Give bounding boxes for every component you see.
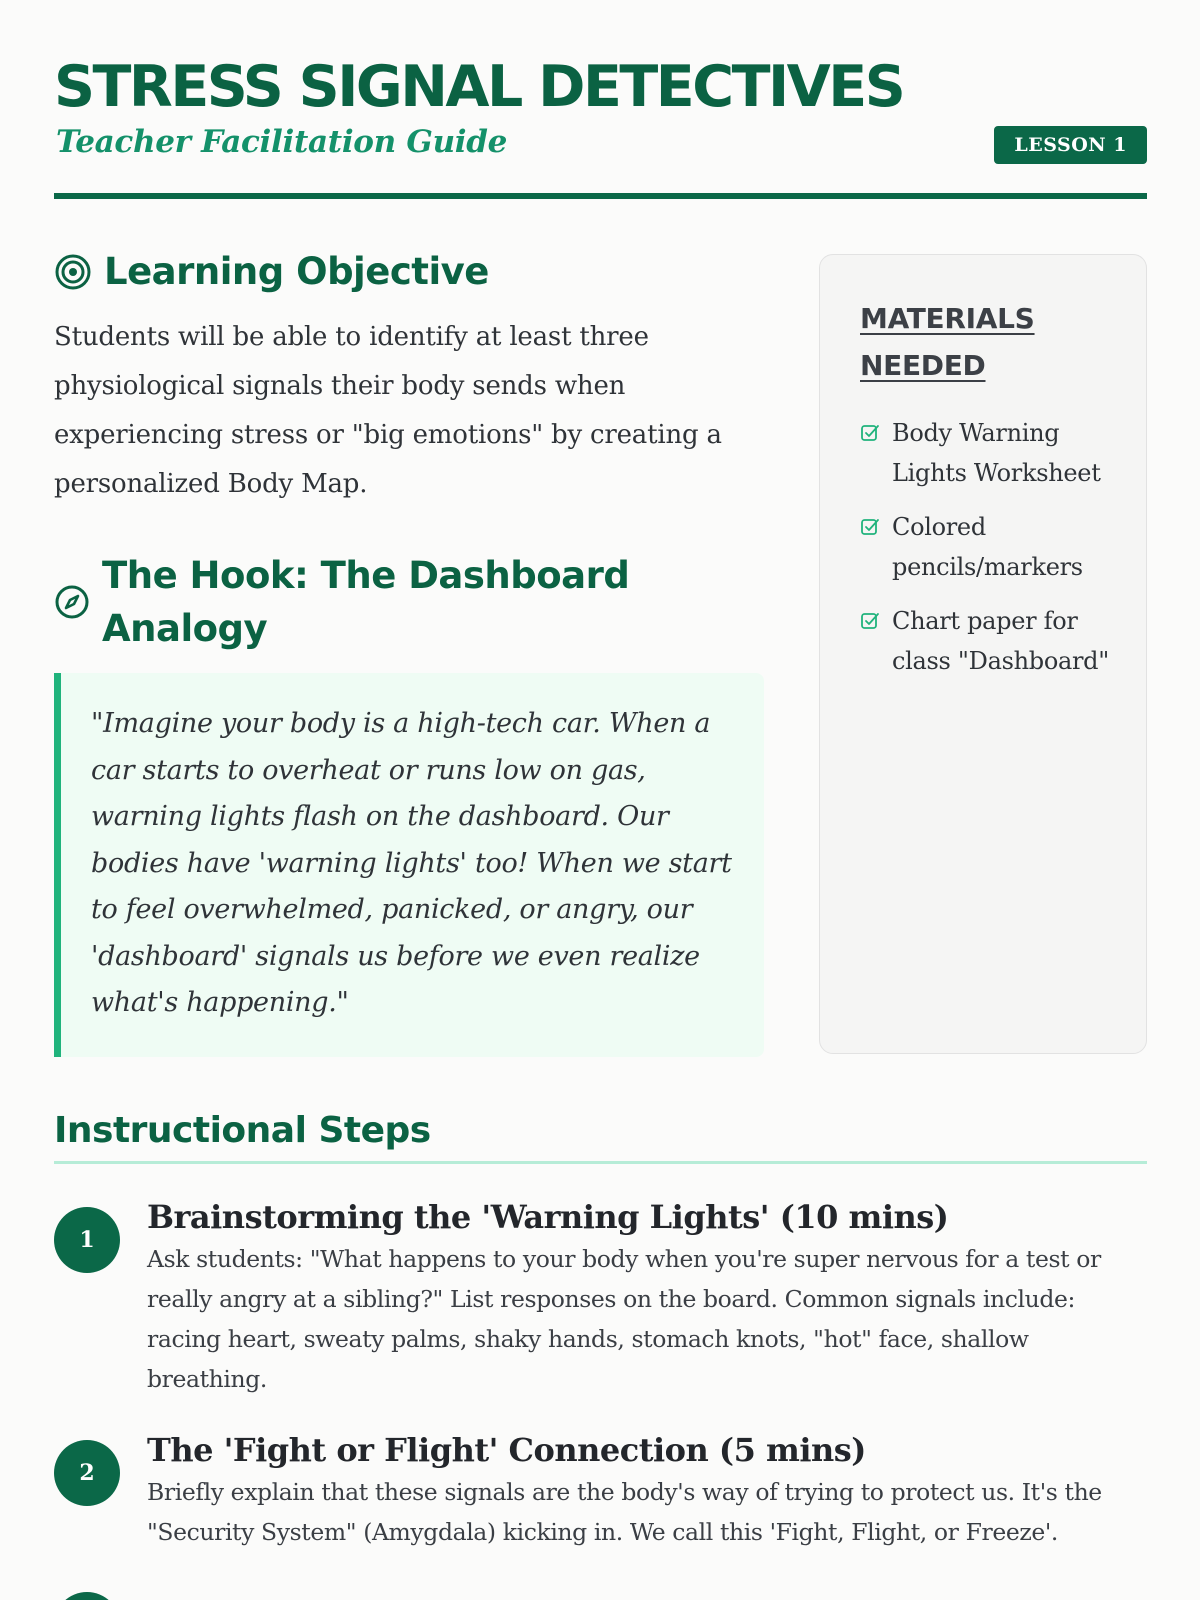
lesson-badge: LESSON 1 [994,126,1147,164]
steps-heading: Instructional Steps [54,1110,431,1151]
page-header [54,0,1147,200]
target-icon [54,253,92,291]
materials-list [860,413,1116,681]
list-item [860,507,1116,587]
objective-heading-text: Learning Objective [104,250,489,293]
material-label: Colored pencils/markers [892,513,1083,581]
step-description: Ask students: "What happens to your body when you're super nervous for a test or really angry at a sibling?" List responses on the board. Common signals include: racing heart, sweaty palms, shaky hands, stomach knots, "hot" face, shallow breathing. [147,1245,1101,1393]
page-title: STRESS SIGNAL DETECTIVES [54,54,904,120]
objective-text: Students will be able to identify at least three physiological signals their body sends when experiencing stress or "big emotions" by creating a personalized Body Map. [54,322,722,499]
steps-divider [54,1161,1147,1164]
step-number [54,1592,120,1600]
hook-heading-text: The Hook: The Dashboard Analogy [102,554,630,650]
header-divider [54,193,1147,199]
check-square-icon [860,611,880,631]
step-body [147,1195,1147,1399]
list-item [860,413,1116,493]
hook-heading [54,549,764,655]
material-label: Body Warning Lights Worksheet [892,419,1101,487]
step-number: 1 [54,1207,120,1273]
list-item [860,601,1116,681]
hook-quote: "Imagine your body is a high-tech car. When a car starts to overheat or runs low on gas, warning lights flash on the dashboard. Our bodies have 'warning lights' too! When we start to feel overwhelmed, panicked, or angry, our 'dashboard' signals us before we even realize what's happening." [54,673,764,1057]
check-square-icon [860,517,880,537]
step-title: The 'Fight or Flight' Connection (5 mins) [147,1431,866,1469]
materials-title: MATERIALS NEEDED [860,302,1035,382]
step-body [147,1428,1147,1552]
lesson-guide [54,0,1147,1546]
material-label: Chart paper for class "Dashboard" [892,607,1109,675]
page-subtitle: Teacher Facilitation Guide [56,124,508,160]
step-number: 2 [54,1440,120,1506]
check-square-icon [860,423,880,443]
compass-icon [54,584,90,620]
materials-panel [819,254,1147,1054]
step-title: Brainstorming the 'Warning Lights' (10 mins) [147,1198,949,1236]
main-column [54,250,764,1057]
objective-heading [54,250,764,293]
step-description: Briefly explain that these signals are the body's way of trying to protect us. It's the "Security System" (Amygdala) kicking in. We call this 'Fight, Flight, or Freeze'. [147,1478,1102,1546]
